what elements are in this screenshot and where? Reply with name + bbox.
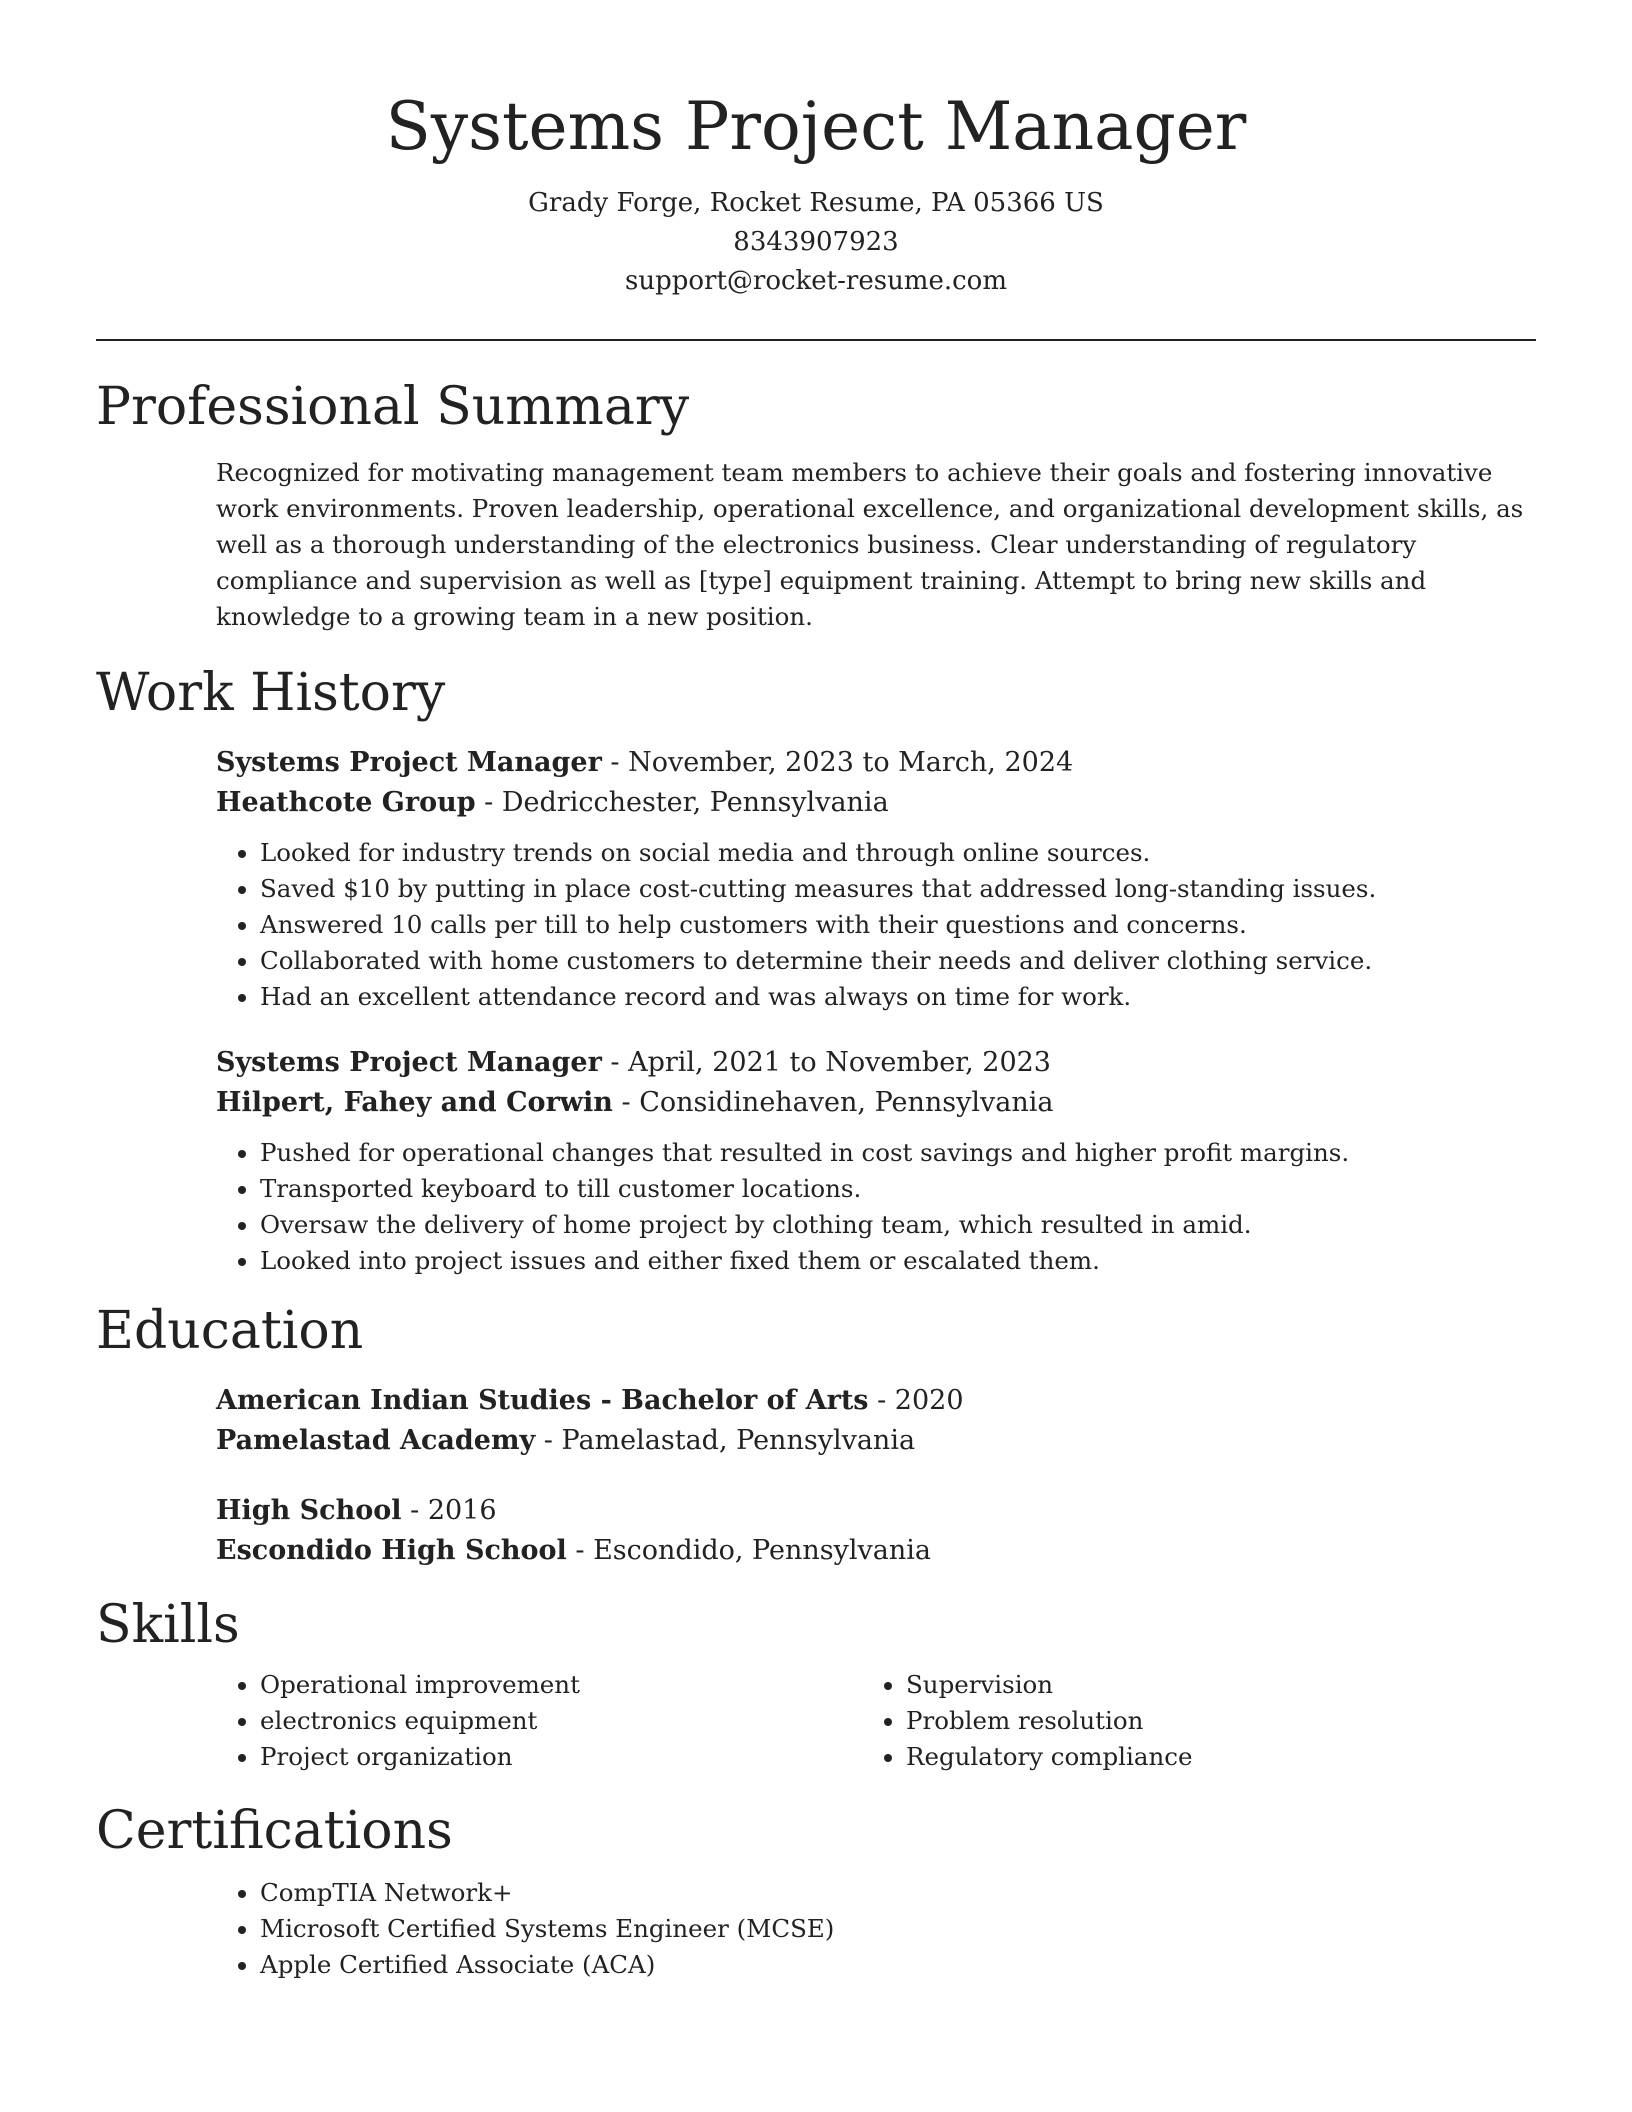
job-location: - Considinehaven, Pennsylvania xyxy=(612,1087,1054,1118)
certifications-heading: Certifications xyxy=(96,1801,453,1861)
skill-item: • Project organization xyxy=(260,1739,862,1775)
education-entry xyxy=(216,1381,1536,1461)
job-bullet: • Pushed for operational changes that resulted in cost savings and higher profit margins. xyxy=(260,1135,1536,1171)
education-year: - 2020 xyxy=(868,1385,964,1416)
job-entry xyxy=(216,743,1536,823)
education-degree: High School xyxy=(216,1495,402,1526)
job-company: Hilpert, Fahey and Corwin xyxy=(216,1087,613,1118)
resume-header xyxy=(96,0,1536,301)
skill-item: • Supervision xyxy=(906,1667,1508,1703)
education-heading: Education xyxy=(96,1301,364,1361)
job-title-line xyxy=(216,1043,1536,1083)
education-entry xyxy=(216,1491,1536,1571)
job-dates: - November, 2023 to March, 2024 xyxy=(601,747,1074,778)
education-degree-line xyxy=(216,1491,1536,1531)
skills-heading: Skills xyxy=(96,1595,240,1655)
education-school-line xyxy=(216,1421,1536,1461)
job-title: Systems Project Manager xyxy=(216,747,602,778)
candidate-name: Systems Project Manager xyxy=(385,88,1247,165)
job-bullets xyxy=(216,1135,1536,1279)
skill-item: • Operational improvement xyxy=(260,1667,862,1703)
skill-item: • Problem resolution xyxy=(906,1703,1508,1739)
job-entry xyxy=(216,1043,1536,1123)
job-title-line xyxy=(216,743,1536,783)
job-bullet: • Transported keyboard to till customer locations. xyxy=(260,1171,1536,1207)
certification-item: • Apple Certified Associate (ACA) xyxy=(260,1947,1536,1983)
education-location: - Escondido, Pennsylvania xyxy=(566,1535,931,1566)
skill-item: • Regulatory compliance xyxy=(906,1739,1508,1775)
job-bullet: • Answered 10 calls per till to help customers with their questions and concerns. xyxy=(260,907,1536,943)
job-dates: - April, 2021 to November, 2023 xyxy=(601,1047,1051,1078)
job-bullet: • Saved $10 by putting in place cost-cutting measures that addressed long-standing issues. xyxy=(260,871,1536,907)
job-bullet: • Had an excellent attendance record and was always on time for work. xyxy=(260,979,1536,1015)
contact-phone: 8343907923 xyxy=(733,227,899,257)
contact-address: Grady Forge, Rocket Resume, PA 05366 US xyxy=(528,188,1104,218)
job-bullet: • Looked for industry trends on social media and through online sources. xyxy=(260,835,1536,871)
certification-item: • CompTIA Network+ xyxy=(260,1875,1536,1911)
skill-item: • electronics equipment xyxy=(260,1703,862,1739)
skills-grid xyxy=(216,1667,1536,1775)
summary-text: Recognized for motivating management team members to achieve their goals and fostering innovative work environments. Proven leadership, operational excellence, and organizational development skills, as well as a thorough understanding of the electronics business. Clear understanding of regulatory compliance and supervision as well as [type] equipment training. Attempt to bring new skills and knowledge to a growing team in a new position. xyxy=(216,458,1524,631)
summary-heading: Professional Summary xyxy=(96,377,690,437)
education-degree-line xyxy=(216,1381,1536,1421)
skills-column-right xyxy=(862,1667,1508,1775)
job-bullet: • Looked into project issues and either fixed them or escalated them. xyxy=(260,1243,1536,1279)
education-year: - 2016 xyxy=(401,1495,497,1526)
job-company-line xyxy=(216,783,1536,823)
education-school: Pamelastad Academy xyxy=(216,1425,536,1456)
job-bullet: • Collaborated with home customers to determine their needs and deliver clothing service. xyxy=(260,943,1536,979)
job-company-line xyxy=(216,1083,1536,1123)
job-company: Heathcote Group xyxy=(216,787,476,818)
certifications-list xyxy=(216,1875,1536,1983)
work-history-heading: Work History xyxy=(96,663,446,723)
header-divider xyxy=(96,339,1536,341)
education-degree: American Indian Studies - Bachelor of Arts xyxy=(216,1385,869,1416)
education-school: Escondido High School xyxy=(216,1535,567,1566)
job-bullets xyxy=(216,835,1536,1015)
education-school-line xyxy=(216,1531,1536,1571)
contact-email: support@rocket-resume.com xyxy=(624,266,1007,296)
skills-column-left xyxy=(216,1667,862,1775)
job-bullet: • Oversaw the delivery of home project by clothing team, which resulted in amid. xyxy=(260,1207,1536,1243)
certification-item: • Microsoft Certified Systems Engineer (MCSE) xyxy=(260,1911,1536,1947)
education-location: - Pamelastad, Pennsylvania xyxy=(535,1425,916,1456)
job-title: Systems Project Manager xyxy=(216,1047,602,1078)
job-location: - Dedricchester, Pennsylvania xyxy=(475,787,889,818)
